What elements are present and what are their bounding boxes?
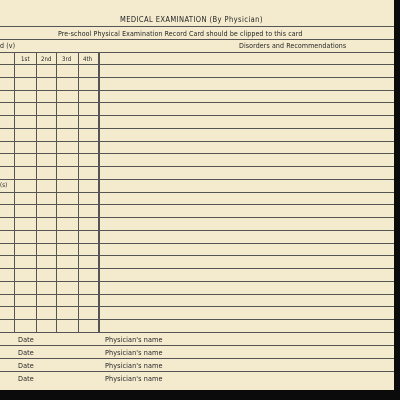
- footer-physician-label: Physician's name: [105, 348, 163, 357]
- col-1st-header: 1st: [21, 56, 30, 63]
- grid-rule: [0, 115, 394, 116]
- footer-date-label: Date: [18, 348, 34, 357]
- grid-rule: [0, 128, 394, 129]
- grid-rule: [0, 179, 394, 180]
- grid-rule: [0, 332, 394, 333]
- footer-physician-label: Physician's name: [105, 335, 163, 344]
- grid-rule: [0, 102, 394, 103]
- grid-rule: [0, 255, 394, 256]
- grid-rule: [0, 230, 394, 231]
- grid-rule: [0, 204, 394, 205]
- footer-date-label: Date: [18, 374, 34, 383]
- grid-rule: [0, 294, 394, 295]
- grid-rule: [0, 217, 394, 218]
- col-2nd-header: 2nd: [41, 56, 52, 63]
- col-3rd-header: 3rd: [62, 56, 72, 63]
- grid-rule: [0, 64, 394, 65]
- card-title: MEDICAL EXAMINATION (By Physician): [120, 15, 263, 24]
- left-header-fragment: d (v): [0, 42, 16, 50]
- grid-rule: [0, 141, 394, 142]
- footer-date-label: Date: [18, 361, 34, 370]
- disorders-header: Disorders and Recommendations: [239, 42, 347, 50]
- grid-rule: [0, 166, 394, 167]
- grid-rule: [0, 77, 394, 78]
- grid-rule: [0, 90, 394, 91]
- grid-rule: [0, 281, 394, 282]
- grid-rule: [0, 243, 394, 244]
- footer-physician-label: Physician's name: [105, 374, 163, 383]
- grid-rule: [0, 319, 394, 320]
- card-subtitle: Pre-school Physical Examination Record Card should be clipped to this card: [58, 30, 303, 38]
- grid-rule: [0, 153, 394, 154]
- col-4th-header: 4th: [83, 56, 93, 63]
- grid-rule: [0, 192, 394, 193]
- grid-rule: [0, 268, 394, 269]
- side-mark: (s): [0, 182, 8, 189]
- footer-physician-label: Physician's name: [105, 361, 163, 370]
- grid-rule: [0, 306, 394, 307]
- footer-date-label: Date: [18, 335, 34, 344]
